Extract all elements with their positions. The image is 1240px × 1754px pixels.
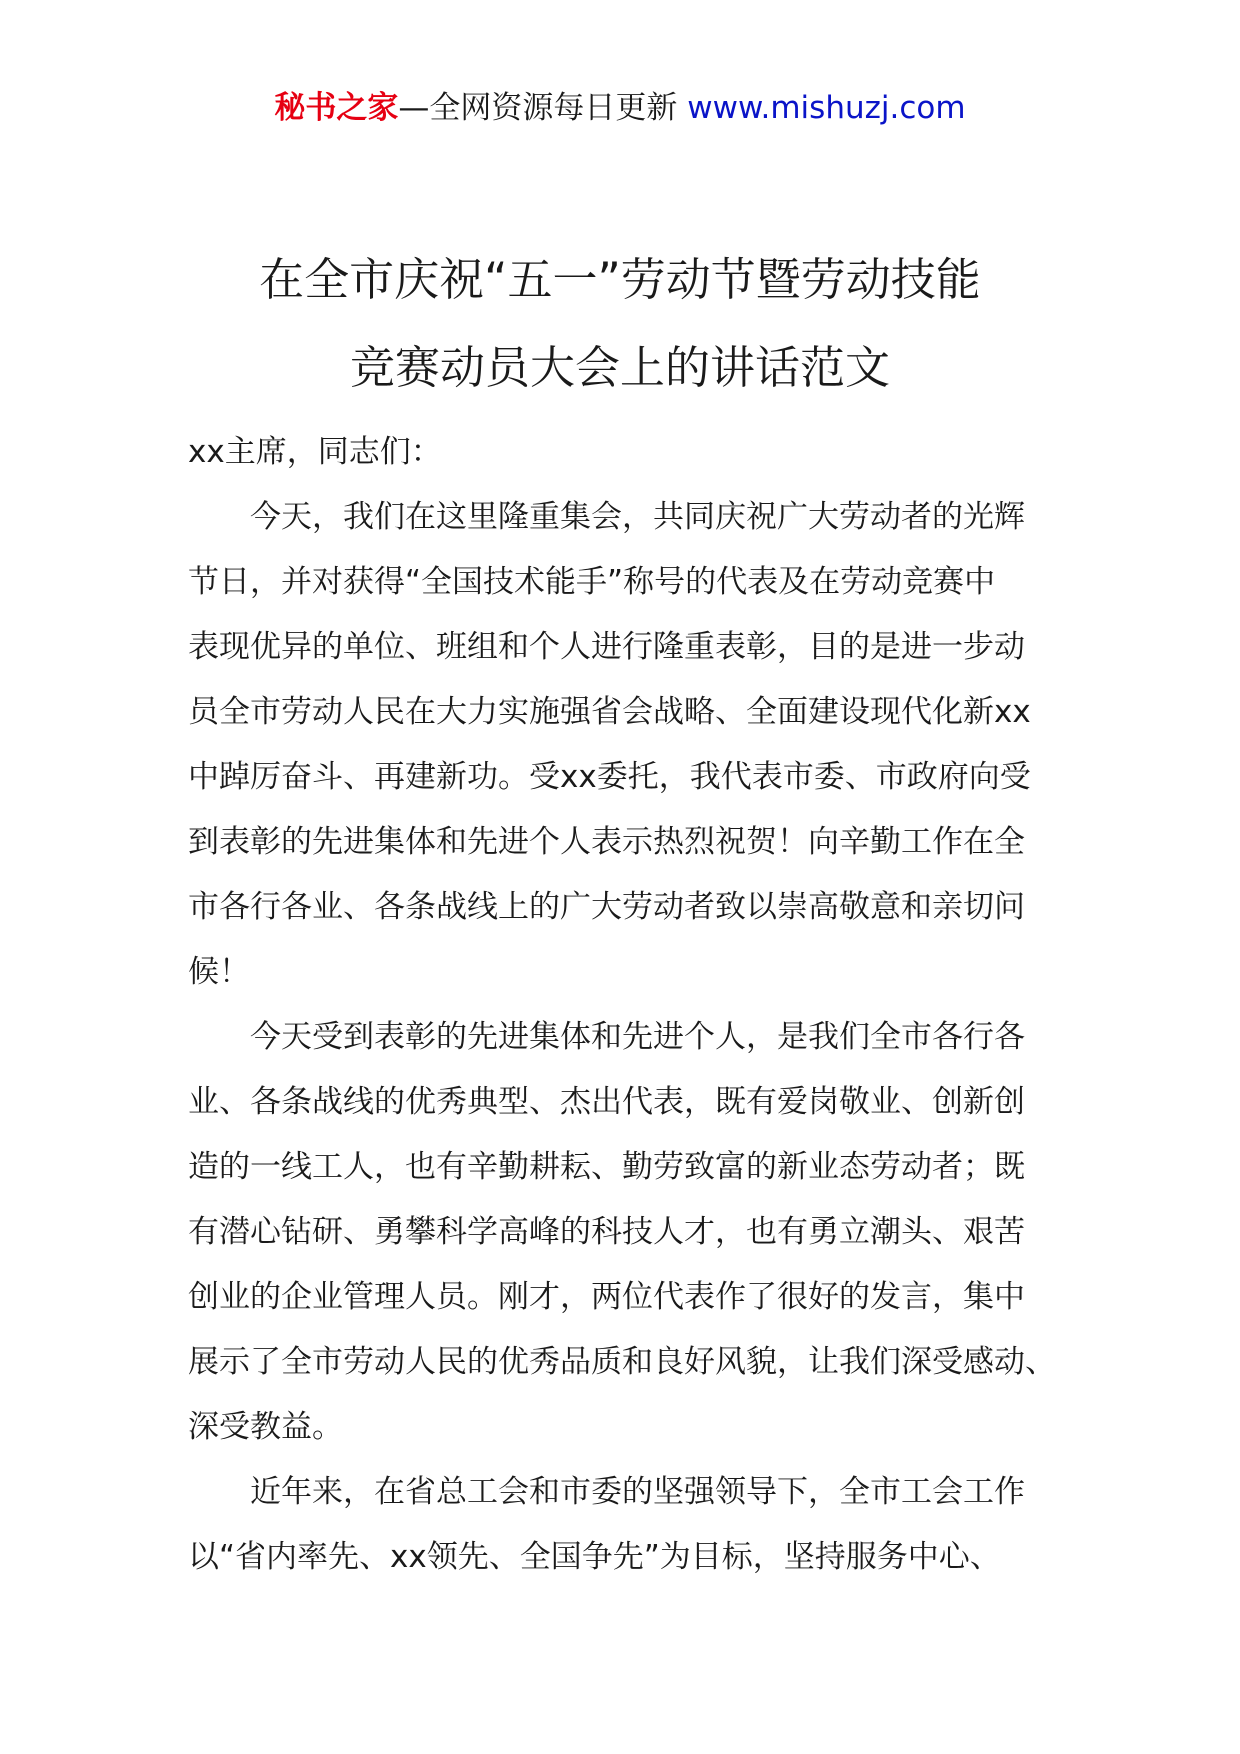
paragraph-line: 造的一线工人，也有辛勤耕耘、勤劳致富的新业态劳动者；既 — [188, 1149, 1025, 1185]
salutation: xx主席，同志们： — [188, 434, 442, 470]
paragraph-line: 近年来，在省总工会和市委的坚强领导下，全市工会工作 — [250, 1474, 1025, 1510]
paragraph-line: 业、各条战线的优秀典型、杰出代表，既有爱岗敬业、创新创 — [188, 1084, 1025, 1120]
paragraph-line: 候！ — [188, 954, 250, 990]
paragraph-line: 节日，并对获得“全国技术能手”称号的代表及在劳动竞赛中 — [188, 564, 996, 600]
site-url-link[interactable]: www.mishuzj.com — [687, 90, 966, 126]
header-tagline: —全网资源每日更新 — [398, 90, 688, 126]
paragraph-line: 展示了全市劳动人民的优秀品质和良好风貌，让我们深受感动、 — [188, 1344, 1056, 1380]
paragraph-1 — [188, 485, 1056, 1005]
paragraph-line: 员全市劳动人民在大力实施强省会战略、全面建设现代化新xx — [188, 694, 1031, 730]
title-line-2: 竞赛动员大会上的讲话范文 — [349, 341, 890, 394]
site-brand: 秘书之家 — [274, 90, 399, 126]
paragraph-2 — [188, 1005, 1056, 1460]
paragraph-line: 表现优异的单位、班组和个人进行隆重表彰，目的是进一步动 — [188, 629, 1025, 665]
paragraph-line: 今天，我们在这里隆重集会，共同庆祝广大劳动者的光辉 — [250, 499, 1025, 535]
paragraph-line: 中踔厉奋斗、再建新功。受xx委托，我代表市委、市政府向受 — [188, 759, 1031, 795]
paragraph-line: 到表彰的先进集体和先进个人表示热烈祝贺！向辛勤工作在全 — [188, 824, 1025, 860]
title-line-1: 在全市庆祝“五一”劳动节暨劳动技能 — [259, 253, 981, 306]
document-title — [0, 236, 1240, 412]
paragraph-line: 以“省内率先、xx领先、全国争先”为目标，坚持服务中心、 — [188, 1539, 1001, 1575]
paragraph-line: 创业的企业管理人员。刚才，两位代表作了很好的发言，集中 — [188, 1279, 1025, 1315]
paragraph-line: 有潜心钻研、勇攀科学高峰的科技人才，也有勇立潮头、艰苦 — [188, 1214, 1025, 1250]
site-header — [0, 84, 1240, 132]
paragraph-line: 深受教益。 — [188, 1409, 343, 1445]
document-body — [188, 420, 1056, 1590]
paragraph-line: 今天受到表彰的先进集体和先进个人，是我们全市各行各 — [250, 1019, 1025, 1055]
paragraph-3 — [188, 1460, 1056, 1590]
paragraph-line: 市各行各业、各条战线上的广大劳动者致以崇高敬意和亲切问 — [188, 889, 1025, 925]
